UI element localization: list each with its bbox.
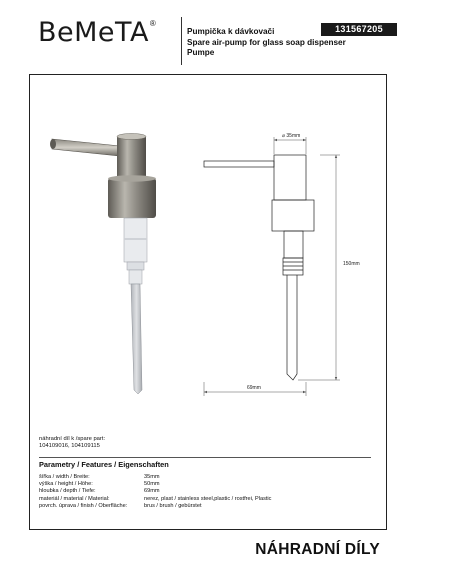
spare-part-codes: 104109016, 104109115 <box>39 443 100 450</box>
parameter-label: hloubka / depth / Tiefe: <box>39 488 96 495</box>
parameter-value: nerez, plast / stainless steel,plastic / rostfrei, Plastic <box>144 495 272 502</box>
parameters-title: Parametry / Features / Eigenschaften <box>39 460 169 469</box>
dimension-arrows <box>204 139 337 393</box>
parameter-value: 35mm <box>144 474 160 480</box>
parameter-value: 50mm <box>144 481 160 488</box>
brand-wordmark: BeMeTA <box>38 17 149 48</box>
product-code-badge: 131567205 <box>321 23 397 36</box>
parameter-row <box>39 474 271 481</box>
diameter-label: ⌀ 35mm <box>282 133 301 139</box>
parameter-label: materiál / material / Material: <box>39 495 110 502</box>
parameter-value: brus / brush / gebürstet <box>144 502 202 509</box>
title-cs: Pumpička k dávkovači <box>187 27 275 36</box>
title-en: Spare air-pump for glass soap dispenser <box>187 37 346 47</box>
technical-drawing <box>204 155 314 380</box>
parameter-row <box>39 503 271 510</box>
spare-part-label: náhradní díl k /spare part: <box>39 436 106 442</box>
spare-part-info <box>39 436 105 451</box>
parameter-row <box>39 481 271 488</box>
title-de: Pumpe <box>187 48 215 57</box>
pump-photo <box>50 134 156 395</box>
parameter-value: 69mm <box>144 488 160 495</box>
dimension-lines <box>204 137 340 396</box>
parameters-divider <box>39 457 371 458</box>
parameter-label: výška / height / Höhe: <box>39 481 93 488</box>
parameter-row <box>39 496 271 503</box>
footer-title: NÁHRADNÍ DÍLY <box>255 541 380 558</box>
parameter-label: šířka / width / Breite: <box>39 474 90 480</box>
parameter-row <box>39 488 271 495</box>
height-label: 150mm <box>343 261 360 267</box>
depth-label: 69mm <box>247 385 261 391</box>
registered-mark: ® <box>149 19 156 28</box>
parameter-label: povrch. úprava / finish / Oberfläche: <box>39 502 128 509</box>
parameters-table <box>39 474 271 510</box>
